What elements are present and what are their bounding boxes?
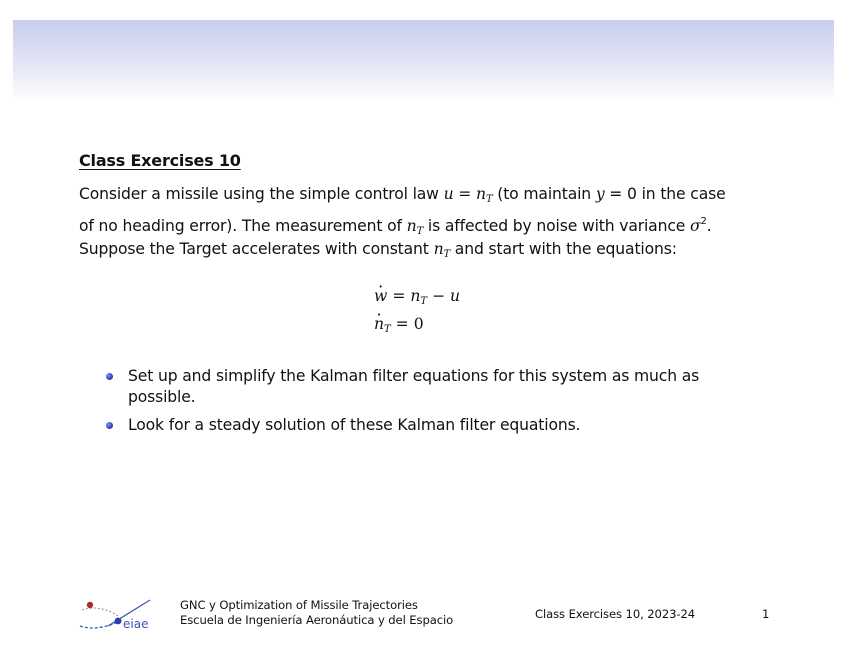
bullet-icon [106,422,113,429]
bullet-list [104,366,764,443]
paragraph-2: Suppose the Target accelerates with constant $n_T$ and start with the equations: [79,240,677,260]
footer-school: Escuela de Ingeniería Aeronáutica y del Espacio [180,613,454,627]
footer-center: Class Exercises 10, 2023-24 [535,607,696,621]
page-number: 1 [762,607,770,621]
bullet-icon [106,373,113,380]
paragraph-1: Consider a missile using the simple control law $u = n_T$ (to maintain y = 0 in the case of no heading error). The measurement of $n_T$ is affected by noise with variance $\sigma^2$. [79,185,726,237]
footer-left [180,598,453,628]
logo-text: eiae [123,617,149,631]
list-item: Look for a steady solution of these Kalman filter equations. [104,415,764,436]
footer-course: GNC y Optimization of Missile Trajectories [180,598,418,612]
slide-title: Class Exercises 10 [79,151,241,170]
list-item: Set up and simplify the Kalman filter equations for this system as much as possible. [104,366,764,408]
equation-nt-dot: · $n_T = 0$ [374,313,424,341]
equation-w-dot: · $w = n_T - u$ [374,285,460,313]
eiae-logo-icon [78,596,158,636]
header-band [13,20,834,102]
